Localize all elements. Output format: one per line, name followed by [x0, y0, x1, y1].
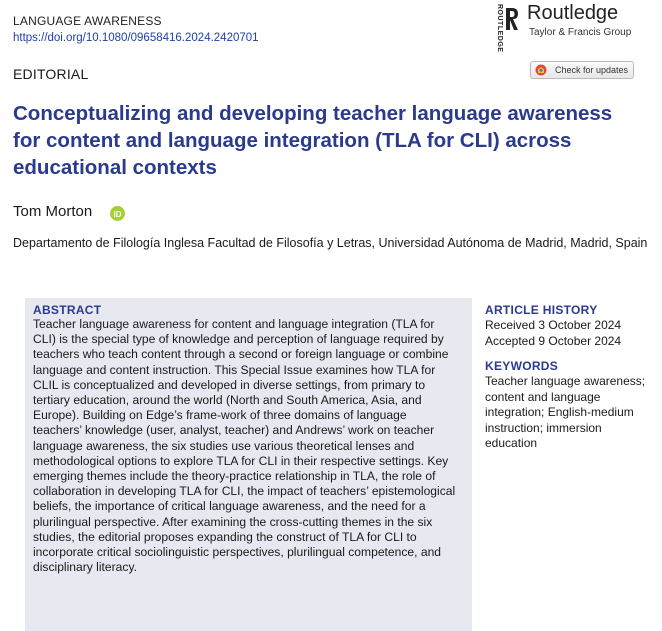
crossmark-icon [535, 64, 547, 76]
routledge-icon [503, 6, 521, 32]
publisher-logo[interactable] [491, 2, 656, 53]
abstract-heading: ABSTRACT [33, 303, 102, 317]
publisher-subtitle: Taylor & Francis Group [529, 27, 632, 38]
section-label: EDITORIAL [13, 66, 89, 82]
publisher-name: Routledge [527, 2, 619, 24]
keywords-heading: KEYWORDS [485, 359, 559, 373]
svg-text:iD: iD [113, 209, 122, 219]
keywords-text: Teacher language awareness; content and language integration; English-medium instruction; immersion education [485, 374, 646, 450]
doi-link[interactable]: https://doi.org/10.1080/09658416.2024.2420701 [13, 32, 259, 44]
abstract-text: Teacher language awareness for content and language integration (TLA for CLI) is the special type of knowledge and perception of language required by teachers who teach content through a second or foreign language or combine language and content instruction. This Special Issue examines how TLA for CLIL is conceptualized and developed in diverse settings, from primary to tertiary education, around the world (North and South America, Asia, and Europe). Building on Edge’s frame-work of three domains of language teachers’ knowledge (user, analyst, teacher) and Andrews’ work on teacher language awareness, the six studies use various theoretical lenses and methodological options to explore TLA for CLI in their respective settings. Key emerging themes include the theory-practice relationship in TLA, the role of collaboration in developing TLA for CLI, the impact of teachers’ epistemological beliefs, the importance of critical language awareness, and the need for a plurilingual perspective. After examining the cross-cutting themes in the six studies, the editorial proposes expanding the construct of TLA for CLI to incorporate critical sociolinguistic perspectives, plurilingual competence, and disciplinary literacy. [33, 317, 456, 575]
article-history-heading: ARTICLE HISTORY [485, 303, 598, 317]
abstract-panel [25, 298, 472, 631]
article-sidebar [485, 303, 650, 452]
publisher-vertical-text: ROUTLEDGE [496, 4, 503, 53]
article-title: Conceptualizing and developing teacher language awareness for content and language integration (TLA for CLI) across educational contexts [13, 102, 613, 179]
check-for-updates-button[interactable] [530, 61, 634, 79]
orcid-icon[interactable] [110, 206, 125, 221]
author-affiliation: Departamento de Filología Inglesa Facultad de Filosofía y Letras, Universidad Autónoma de Madrid, Madrid, Spain [13, 236, 648, 250]
check-for-updates-label: Check for updates [555, 65, 629, 75]
journal-name: LANGUAGE AWARENESS [13, 14, 162, 28]
received-date: Received 3 October 2024 [485, 318, 622, 332]
keywords-section [485, 359, 650, 452]
accepted-date: Accepted 9 October 2024 [485, 333, 622, 348]
author-name[interactable]: Tom Morton [13, 203, 93, 220]
